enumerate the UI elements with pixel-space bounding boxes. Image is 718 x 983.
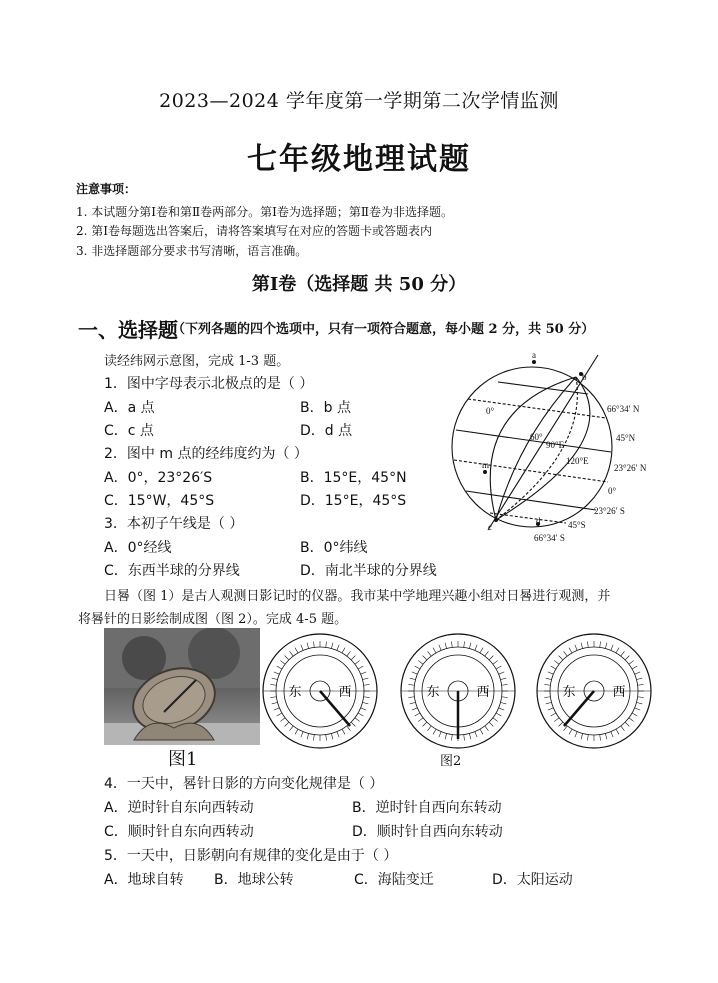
option-a: A．地球自转 bbox=[104, 872, 184, 888]
part-title: 第Ⅰ卷（选择题 共 50 分） bbox=[251, 274, 467, 295]
note-item: 2. 第Ⅰ卷每题选出答案后，请将答案填写在对应的答题卡或答题表内 bbox=[76, 224, 433, 238]
option-c: C．顺时针自东向西转动 bbox=[104, 824, 254, 840]
label-a: a bbox=[532, 350, 536, 360]
label-lon-60: 60° bbox=[530, 432, 543, 442]
sundial-dial bbox=[537, 634, 651, 748]
dial-west-label: 西 bbox=[338, 684, 352, 699]
note-item: 3. 非选择题部分要求书写清晰，语言准确。 bbox=[76, 244, 308, 258]
sundial-dial bbox=[401, 634, 515, 748]
sundial-photo bbox=[104, 628, 260, 745]
label-d: d bbox=[536, 516, 541, 526]
option-a: A．逆时针自东向西转动 bbox=[104, 800, 254, 816]
dial-east-label: 东 bbox=[288, 684, 302, 699]
section-note: （下列各题的四个选项中，只有一项符合题意，每小题 2 分，共 50 分） bbox=[172, 322, 595, 337]
label-lat-66n: 66°34′ N bbox=[607, 404, 640, 414]
option-c: C．15°W，45°S bbox=[104, 493, 215, 509]
option-b: B．15°E，45°N bbox=[300, 470, 407, 486]
option-d: D．太阳运动 bbox=[492, 872, 573, 888]
notes-heading: 注意事项： bbox=[76, 182, 137, 196]
question-stem: 2．图中 m 点的经纬度约为（ ） bbox=[104, 446, 308, 462]
dial-west-label: 西 bbox=[612, 684, 626, 699]
section-title: 一、选择题 bbox=[78, 318, 178, 342]
option-d: D．南北半球的分界线 bbox=[300, 563, 437, 579]
question-stem: 3．本初子午线是（ ） bbox=[104, 516, 244, 532]
page-title: 七年级地理试题 bbox=[247, 142, 471, 177]
label-lon-120: 120°E bbox=[566, 456, 589, 466]
group-intro: 将晷针的日影绘制成图（图 2）。完成 4-5 题。 bbox=[78, 612, 348, 627]
dial-west-label: 西 bbox=[476, 684, 490, 699]
label-lat-23s: 23°26′ S bbox=[594, 506, 625, 516]
dial-east-label: 东 bbox=[426, 684, 440, 699]
note-item: 1. 本试题分第Ⅰ卷和第Ⅱ卷两部分。第Ⅰ卷为选择题；第Ⅱ卷为非选择题。 bbox=[76, 205, 454, 219]
option-b: B．0°纬线 bbox=[300, 540, 368, 556]
label-lon-90: 90°E bbox=[546, 440, 565, 450]
label-lat-45s: 45°S bbox=[568, 520, 586, 530]
question-stem: 5．一天中，日影朝向有规律的变化是由于（ ） bbox=[104, 848, 398, 864]
option-c: C．海陆变迁 bbox=[354, 872, 434, 888]
label-lat-0: 0° bbox=[608, 486, 617, 496]
label-m: m bbox=[482, 460, 490, 470]
question-stem: 1．图中字母表示北极点的是（ ） bbox=[104, 376, 314, 392]
label-c: c bbox=[488, 522, 492, 532]
option-a: A．a 点 bbox=[104, 400, 155, 416]
dial-east-label: 东 bbox=[562, 684, 576, 699]
option-a: A．0°，23°26′S bbox=[104, 470, 213, 486]
option-c: C．东西半球的分界线 bbox=[104, 563, 240, 579]
option-b: B．地球公转 bbox=[214, 872, 294, 888]
globe-diagram bbox=[448, 350, 666, 550]
figure-2-caption: 图2 bbox=[440, 754, 462, 769]
option-c: C．c 点 bbox=[104, 423, 154, 439]
question-stem: 4．一天中，晷针日影的方向变化规律是（ ） bbox=[104, 776, 384, 792]
option-d: D．d 点 bbox=[300, 423, 353, 439]
sundial-dials bbox=[262, 630, 654, 752]
exam-title: 2023—2024 学年度第一学期第二次学情监测 bbox=[159, 90, 559, 112]
label-lon-0: 0° bbox=[486, 406, 495, 416]
sundial-dial bbox=[263, 634, 377, 748]
option-b: B．逆时针自西向东转动 bbox=[352, 800, 502, 816]
label-lat-66s: 66°34′ S bbox=[534, 533, 565, 543]
figure-1-caption: 图1 bbox=[168, 749, 198, 770]
option-d: D．顺时针自西向东转动 bbox=[352, 824, 503, 840]
option-b: B．b 点 bbox=[300, 400, 351, 416]
label-lat-45n: 45°N bbox=[616, 433, 636, 443]
group-intro: 日晷（图 1）是古人观测日影记时的仪器。我市某中学地理兴趣小组对日晷进行观测，并 bbox=[104, 589, 611, 604]
option-a: A．0°经线 bbox=[104, 540, 172, 556]
option-d: D．15°E，45°S bbox=[300, 493, 407, 509]
label-b: b bbox=[582, 372, 587, 382]
label-lat-23n: 23°26′ N bbox=[614, 463, 647, 473]
group-intro: 读经纬网示意图，完成 1-3 题。 bbox=[104, 354, 290, 369]
